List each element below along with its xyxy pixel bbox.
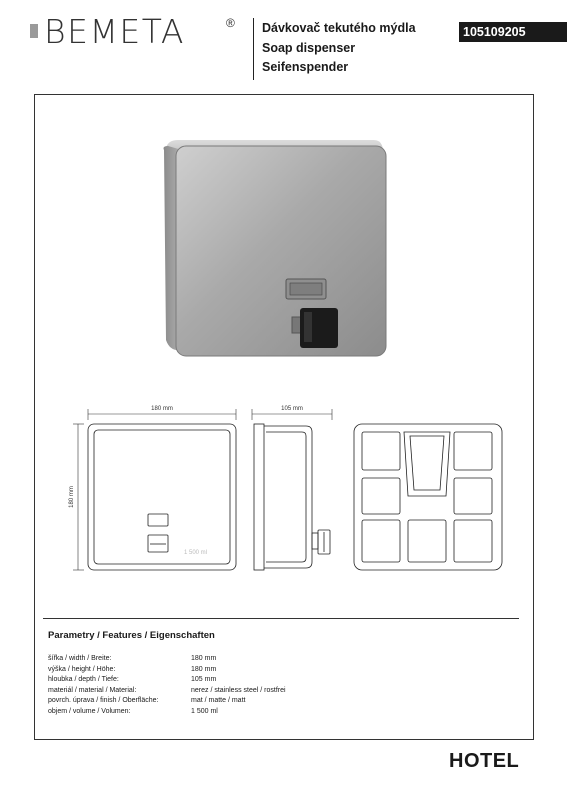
- spec-row-volume: [48, 707, 286, 718]
- spec-value: 180 mm: [191, 665, 217, 673]
- volume-mark: 1 500 ml: [184, 550, 208, 556]
- spec-row-height: [48, 665, 286, 676]
- height-label: 180 mm: [69, 486, 75, 508]
- depth-label: 105 mm: [281, 406, 303, 412]
- spec-row-finish: [48, 696, 286, 707]
- spec-row-material: [48, 686, 286, 697]
- spec-label: povrch. úprava / finish / Oberfläche:: [48, 697, 159, 704]
- width-label: 180 mm: [151, 406, 173, 412]
- spec-value: 105 mm: [191, 676, 217, 683]
- spec-value: nerez / stainless steel / rostfrei: [191, 686, 286, 694]
- spec-value: 1 500 ml: [191, 707, 218, 715]
- category-label: HOTEL: [449, 750, 520, 772]
- spec-row-depth: [48, 675, 286, 686]
- spec-value: mat / matte / matt: [191, 697, 246, 704]
- spec-label: výška / height / Höhe:: [48, 665, 116, 673]
- spec-row-width: [48, 654, 286, 665]
- title-de: Seifenspender: [262, 60, 349, 74]
- title-cz: Dávkovač tekutého mýdla: [262, 21, 416, 35]
- spec-label: objem / volume / Volumen:: [48, 707, 131, 715]
- features-title: Parametry / Features / Eigenschaften: [48, 630, 215, 641]
- spec-label: materiál / material / Material:: [48, 686, 137, 694]
- title-en: Soap dispenser: [262, 40, 356, 55]
- brand-logo: BEMETA: [44, 12, 185, 51]
- front-view-drawing: [88, 424, 236, 570]
- back-view-drawing: [354, 424, 502, 570]
- product-code: 105109205: [459, 22, 567, 42]
- specs-table: [48, 654, 286, 717]
- spec-label: šířka / width / Breite:: [48, 655, 112, 662]
- product-photo: [164, 140, 387, 356]
- spec-label: hloubka / depth / Tiefe:: [48, 676, 119, 683]
- section-divider: [43, 618, 519, 619]
- side-view-drawing: [254, 424, 330, 570]
- registered-mark: ®: [226, 16, 235, 30]
- spec-value: 180 mm: [191, 655, 217, 662]
